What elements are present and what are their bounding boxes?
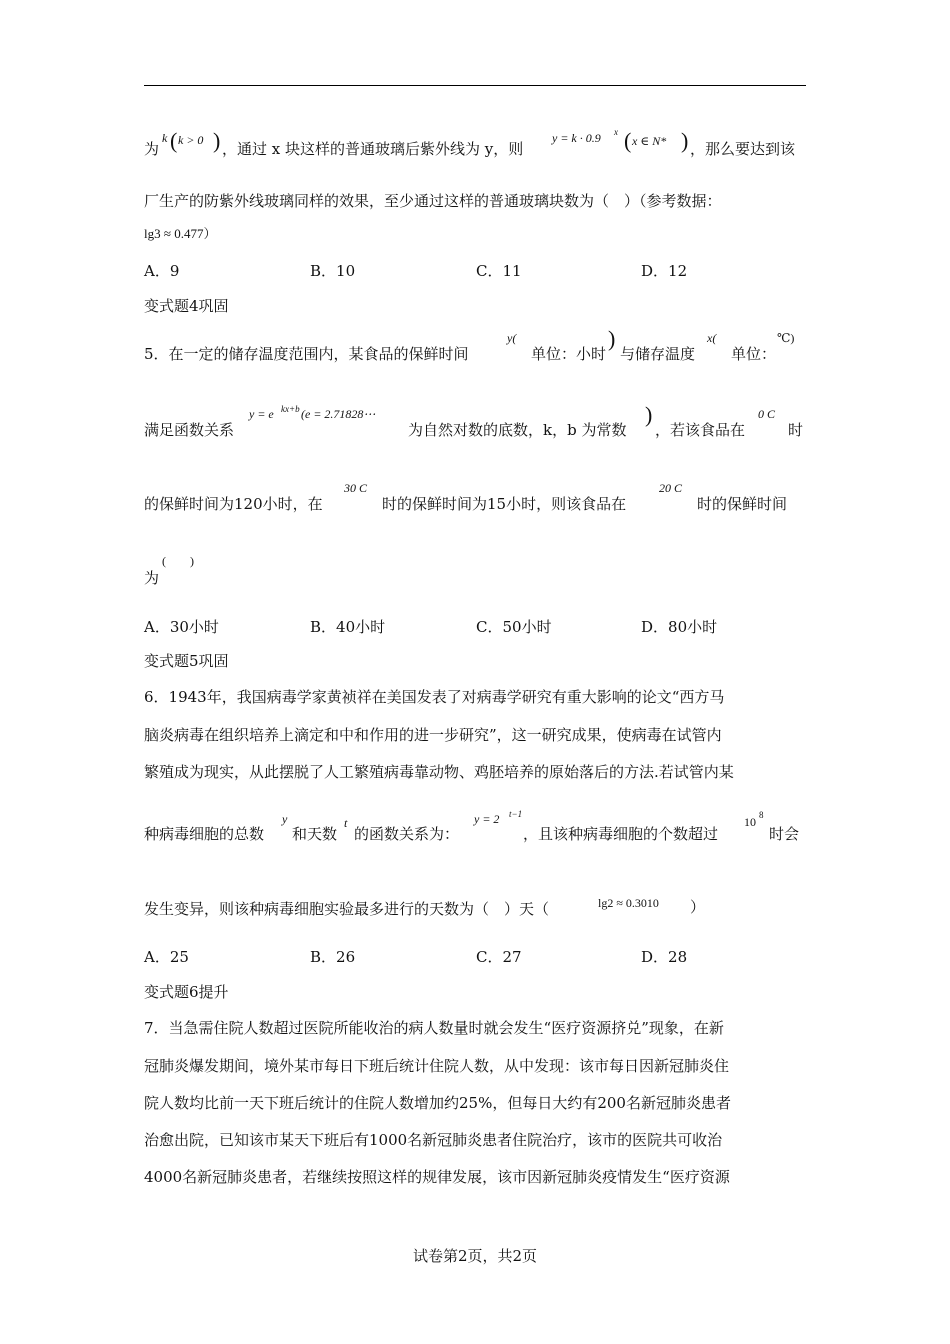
- variant-label-4: 变式题4巩固: [144, 297, 229, 315]
- q6-power-base: 10: [744, 815, 756, 829]
- q4-option-b[interactable]: B．10: [310, 262, 356, 280]
- q5-answer-blank: ( ): [162, 554, 194, 568]
- q5-line4: 为: [144, 569, 160, 587]
- q6-line2: 脑炎病毒在组织培养上滴定和中和作用的进一步研究”，这一研究成果，使病毒在试管内: [144, 726, 722, 744]
- q5-option-b[interactable]: B．40小时: [310, 618, 386, 636]
- q5-close-paren-1: ): [608, 326, 616, 351]
- q4-stem-line2: 厂生产的防紫外线玻璃同样的效果，至少通过这样的普通玻璃块数为（ ）（参考数据：: [144, 192, 722, 210]
- q4-formula-exponent: x: [614, 127, 618, 137]
- q4-k-open-paren: (: [170, 128, 178, 153]
- q7-line5: 4000名新冠肺炎患者，若继续按照这样的规律发展，该市因新冠肺炎疫情发生“医疗资源: [144, 1168, 730, 1186]
- header-rule: [144, 85, 806, 86]
- q4-reference-data: lg3 ≈ 0.477）: [144, 226, 217, 241]
- q6-line5-end: ）: [690, 898, 706, 916]
- q4-k-condition: k > 0: [178, 133, 204, 147]
- q7-line3: 院人数均比前一天下班后统计的住院人数增加约25%，但每日大约有200名新冠肺炎患者: [144, 1094, 731, 1112]
- q6-option-a[interactable]: A．25: [144, 948, 189, 966]
- q6-reference-data: lg2 ≈ 0.3010: [598, 896, 659, 910]
- q5-degree-unit: ℃): [777, 331, 795, 345]
- q6-line5-prefix: 发生变异，则该种病毒细胞实验最多进行的天数为（ ）天（: [144, 900, 550, 918]
- q4-cond-open-paren: (: [624, 128, 632, 153]
- q4-formula-condition: x ∈ N*: [632, 134, 667, 148]
- q4-k-symbol: k: [162, 131, 168, 145]
- q5-line2-post: ，若该食品在: [655, 421, 746, 439]
- q7-line1: 7．当急需住院人数超过医院所能收治的病人数量时就会发生“医疗资源挤兑”现象，在新: [144, 1019, 724, 1037]
- q5-option-c[interactable]: C．50小时: [476, 618, 552, 636]
- q5-temp-0c: 0 C: [758, 407, 776, 421]
- q5-unit-hours: 单位：小时: [531, 345, 607, 363]
- q5-x-symbol: x(: [707, 331, 717, 345]
- q5-formula-exponent: kx+b: [281, 404, 300, 414]
- q5-line2-end: 时: [788, 421, 804, 439]
- q5-temp-20c: 20 C: [659, 481, 683, 495]
- q5-option-d[interactable]: D．80小时: [641, 618, 718, 636]
- q6-option-c[interactable]: C．27: [476, 948, 522, 966]
- q5-line2-prefix: 满足函数关系: [144, 421, 235, 439]
- q6-formula-exponent: t−1: [509, 809, 523, 819]
- q6-line4-mid2: 的函数关系为：: [354, 825, 460, 843]
- q6-line4-mid3: ，且该种病毒细胞的个数超过: [523, 825, 719, 843]
- variant-label-5: 变式题5巩固: [144, 652, 229, 670]
- q5-close-paren-2: ): [645, 402, 653, 427]
- q4-option-d[interactable]: D．12: [641, 262, 688, 280]
- q6-line4-mid: 和天数: [292, 825, 338, 843]
- q5-unit-label: 单位：: [731, 345, 777, 363]
- q6-y-symbol: y: [282, 812, 288, 826]
- q6-power-exponent: 8: [759, 810, 764, 820]
- q5-y-symbol: y(: [507, 331, 517, 345]
- q6-line4-prefix: 种病毒细胞的总数: [144, 825, 265, 843]
- q4-option-a[interactable]: A．9: [144, 262, 180, 280]
- q4-k-close-paren: ): [213, 128, 221, 153]
- q5-line1-mid: 与储存温度: [620, 345, 696, 363]
- q4-formula: y = k · 0.9: [552, 131, 601, 145]
- q5-formula: y = e: [249, 407, 274, 421]
- q5-line2-mid: 为自然对数的底数，k，b 为常数: [408, 421, 627, 439]
- page-footer: 试卷第2页，共2页: [412, 1247, 538, 1265]
- q6-formula: y = 2: [474, 812, 500, 826]
- q5-line1-prefix: 5．在一定的储存温度范围内，某食品的保鲜时间: [144, 345, 469, 363]
- q6-line4-end: 时会: [769, 825, 800, 843]
- q6-line1: 6．1943年，我国病毒学家黄祯祥在美国发表了对病毒学研究有重大影响的论文“西方马: [144, 688, 725, 706]
- q5-line3-mid: 时的保鲜时间为15小时，则该食品在: [382, 495, 627, 513]
- q4-stem-line1-mid: ，通过 x 块这样的普通玻璃后紫外线为 y，则: [222, 140, 524, 158]
- q4-stem-line1-end: ，那么要达到该: [690, 140, 796, 158]
- q4-stem-line1-prefix: 为: [144, 140, 160, 158]
- q4-option-c[interactable]: C．11: [476, 262, 522, 280]
- variant-label-6: 变式题6提升: [144, 983, 229, 1001]
- q6-line3: 繁殖成为现实，从此摆脱了人工繁殖病毒靠动物、鸡胚培养的原始落后的方法.若试管内某: [144, 763, 734, 781]
- q7-line4: 治愈出院，已知该市某天下班后有1000名新冠肺炎患者住院治疗，该市的医院共可收治: [144, 1131, 723, 1149]
- q4-cond-close-paren: ): [681, 128, 689, 153]
- q6-t-symbol: t: [344, 816, 348, 830]
- q5-line3-prefix: 的保鲜时间为120小时，在: [144, 495, 323, 513]
- q6-option-d[interactable]: D．28: [641, 948, 688, 966]
- q5-e-definition: (e = 2.71828⋯: [301, 407, 376, 421]
- q5-line3-end: 时的保鲜时间: [697, 495, 788, 513]
- q5-option-a[interactable]: A．30小时: [144, 618, 219, 636]
- q6-option-b[interactable]: B．26: [310, 948, 356, 966]
- q5-temp-30c: 30 C: [344, 481, 368, 495]
- q7-line2: 冠肺炎爆发期间，境外某市每日下班后统计住院人数，从中发现：该市每日因新冠肺炎住: [144, 1057, 730, 1075]
